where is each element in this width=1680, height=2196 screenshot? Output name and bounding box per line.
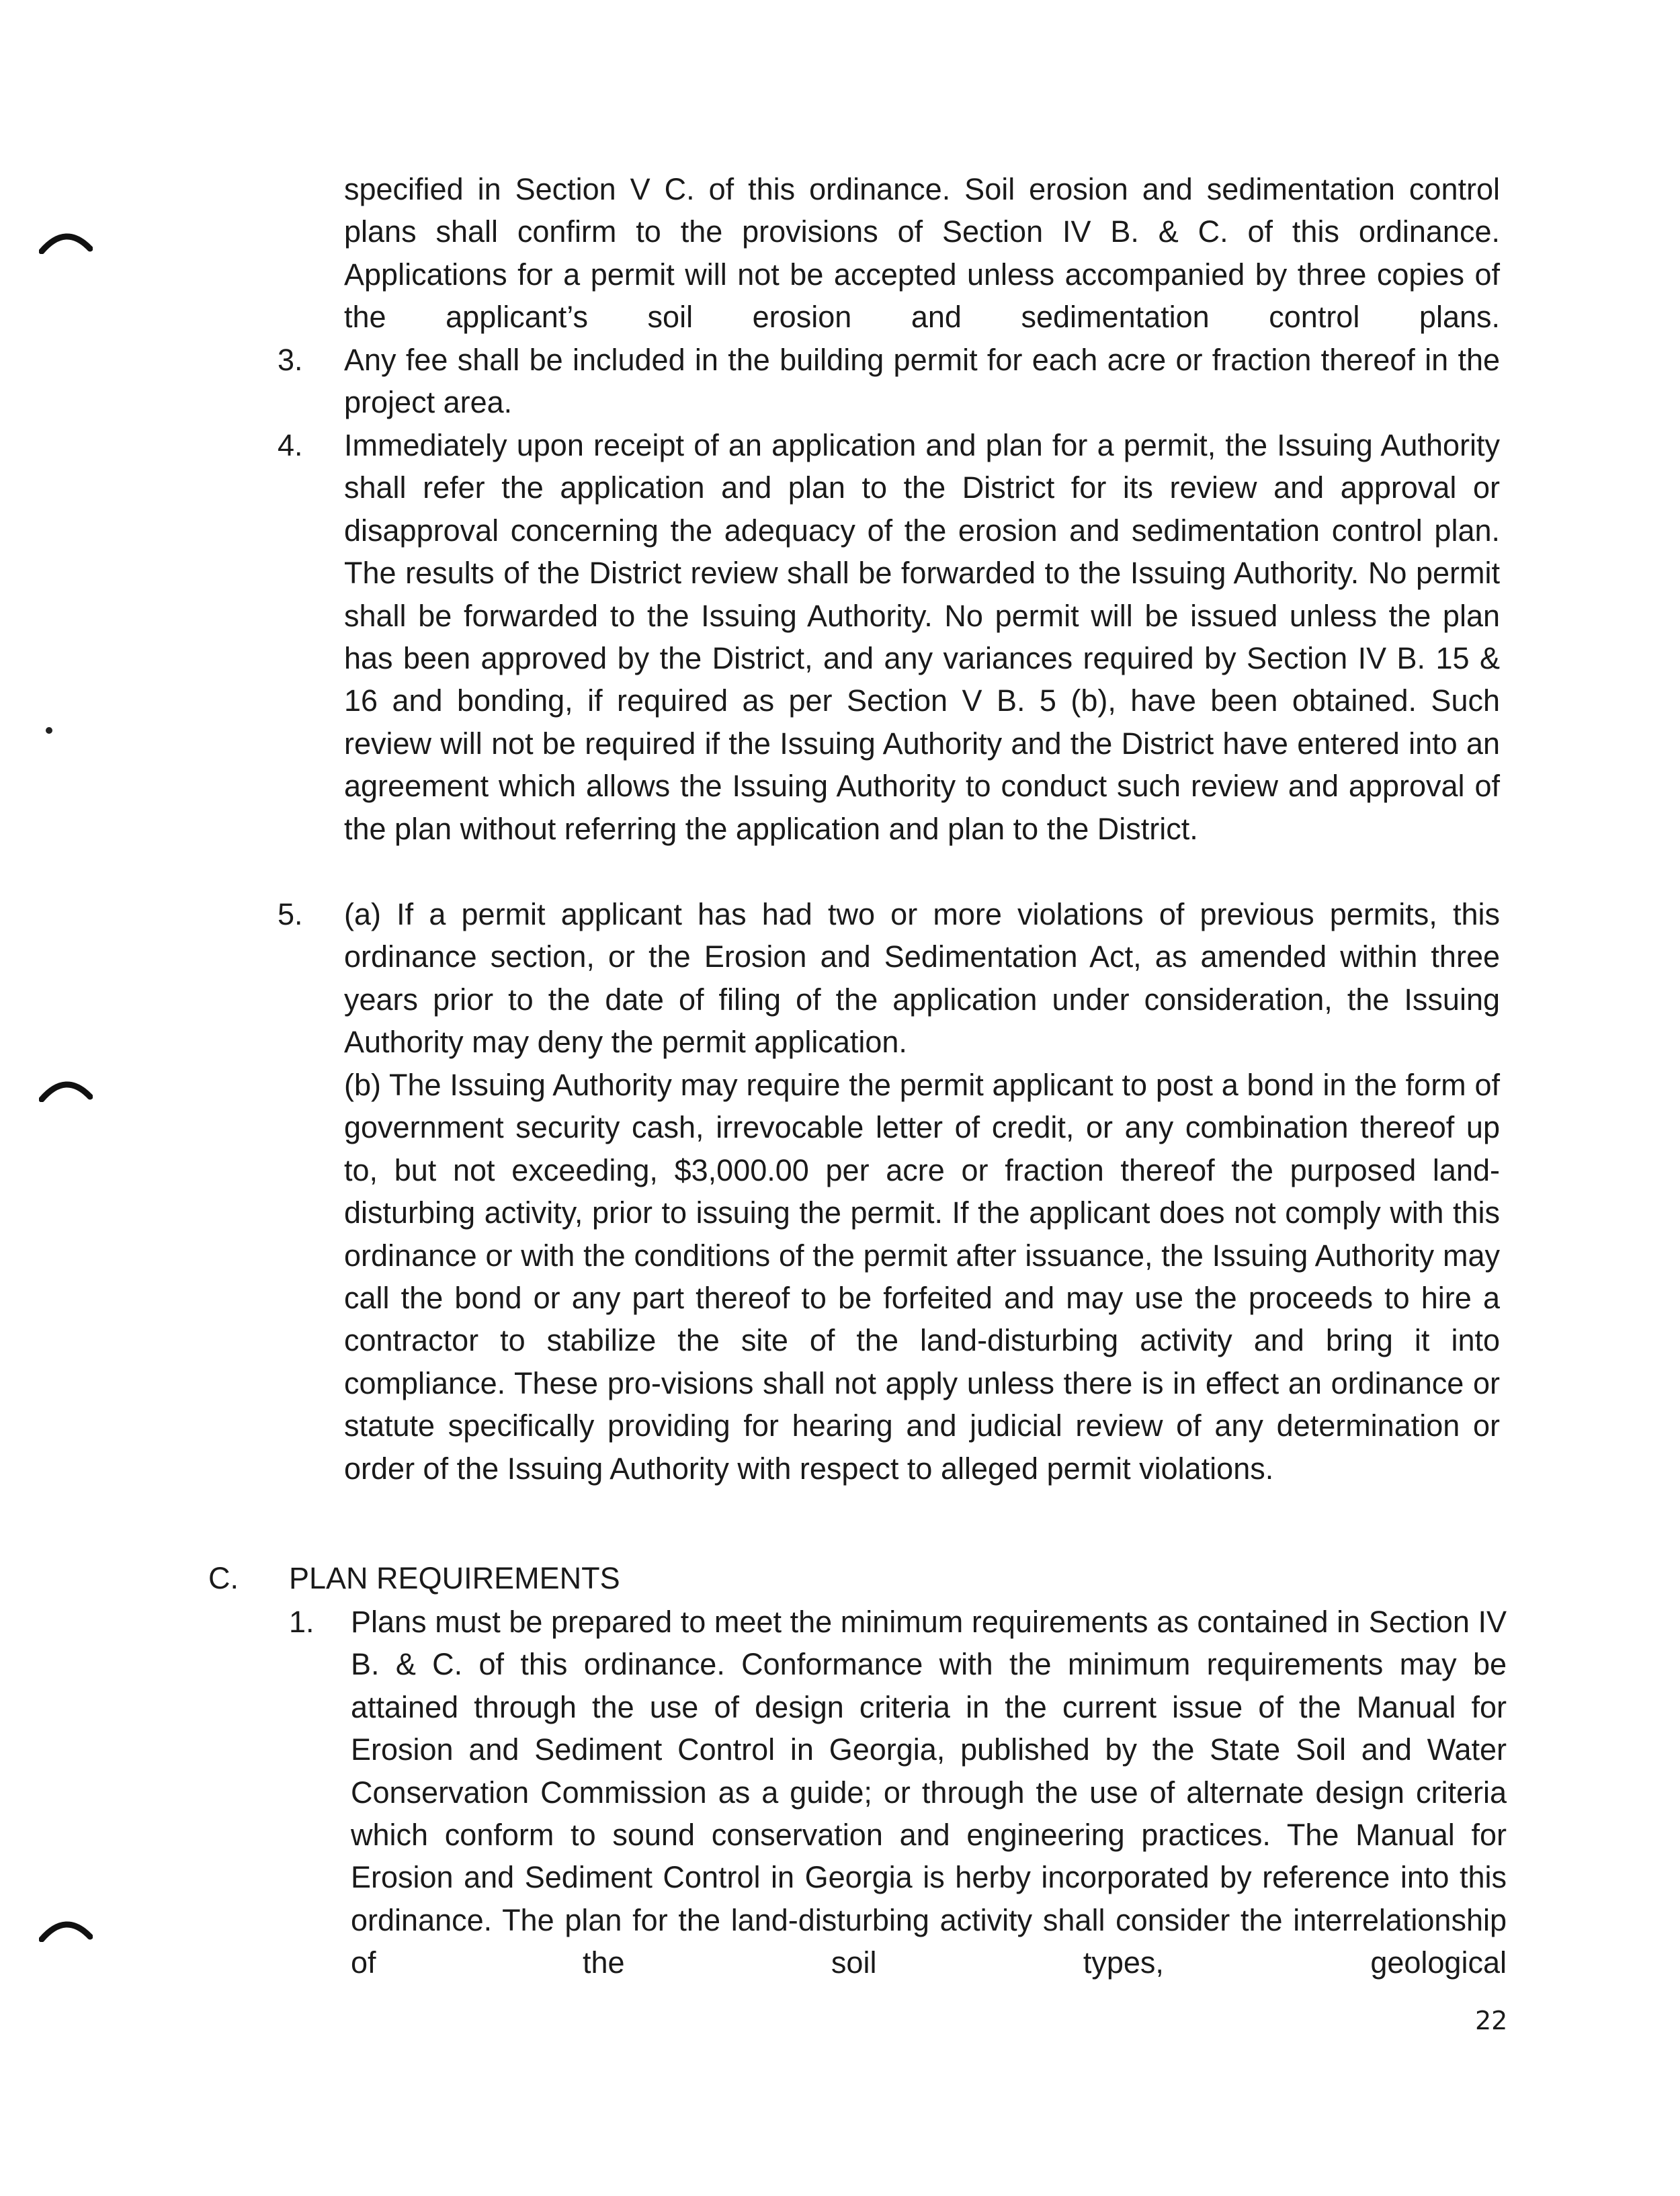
binder-hole-icon (39, 1075, 93, 1102)
list-item-text-a: (a) If a permit applicant has had two or more violations of previous permits, this ordinance section, or the Erosion and Sedimentation Act, as amended within three years prior to the date of filing of the application under consideration, the Issuing Authority may deny the permit application. (344, 897, 1500, 1060)
page-number: 22 (1475, 2006, 1508, 2035)
binder-hole-icon (39, 227, 93, 254)
list-item-text: Immediately upon receipt of an application and plan for a permit, the Issuing Authority shall refer the application and plan to the District for its review and approval or disapproval concerning the adequacy of the erosion and sedimentation control plan. The results of the District review shall be forwarded to the Issuing Authority. No permit shall be forwarded to the Issuing Authority. No permit will be issued unless the plan has been approved by the District, and any variances required by Section IV B. 15 & 16 and bonding, if required as per Section V B. 5 (b), have been obtained. Such review will not be required if the Issuing Authority and the District have entered into an agreement which allows the Issuing Authority to conduct such review and approval of the plan without referring the application and plan to the District. (344, 428, 1500, 846)
binder-hole-icon (39, 1915, 93, 1942)
list-item-number: 1. (289, 1605, 314, 1639)
continuation-paragraph: specified in Section V C. of this ordinance. Soil erosion and sedimentation control plans shall confirm to the provisions of Section IV B. & C. of this ordinance. Applications for a permit will not be accepted unless accompanied by three copies of the applicant’s soil erosion and sedimentation control plans. (344, 172, 1500, 335)
list-item-text: Plans must be prepared to meet the minimum requirements as contained in Section IV B. & C. of this ordinance. Conformance with the minimum requirements may be attained through the use of design criteria in the current issue of the Manual for Erosion and Sediment Control in Georgia, published by the State Soil and Water Conservation Commission as a guide; or through the use of alternate design criteria which conform to sound conservation and engineering practices. The Manual for Erosion and Sediment Control in Georgia is herby incorporated by reference into this ordinance. The plan for the land-disturbing activity shall consider the interrelationship of the soil types, geological (351, 1605, 1507, 1980)
scan-speck (46, 727, 52, 734)
list-item-number: 4. (278, 428, 303, 462)
section-title: PLAN REQUIREMENTS (289, 1561, 620, 1595)
list-item-text: Any fee shall be included in the building permit for each acre or fraction thereof in the project area. (344, 343, 1500, 420)
list-item-text-b: (b) The Issuing Authority may require the permit applicant to post a bond in the form of government security cash, irrevocable letter of credit, or any combination thereof up to, but not exceeding, $3,000.00 per acre or fraction thereof the purposed land-disturbing activity, prior to issuing the permit. If the applicant does not comply with this ordinance or with the conditions of the permit after issuance, the Issuing Authority may call the bond or any part thereof to be forfeited and may use the proceeds to hire a contractor to stabilize the site of the land-disturbing activity and bring it into compliance. These pro-visions shall not apply unless there is in effect an ordinance or statute specifically providing for hearing and judicial review of any determination or order of the Issuing Authority with respect to alleged permit violations. (344, 1068, 1500, 1486)
list-item-number: 3. (278, 343, 303, 377)
list-item-number: 5. (278, 897, 303, 931)
section-letter: C. (208, 1561, 239, 1595)
